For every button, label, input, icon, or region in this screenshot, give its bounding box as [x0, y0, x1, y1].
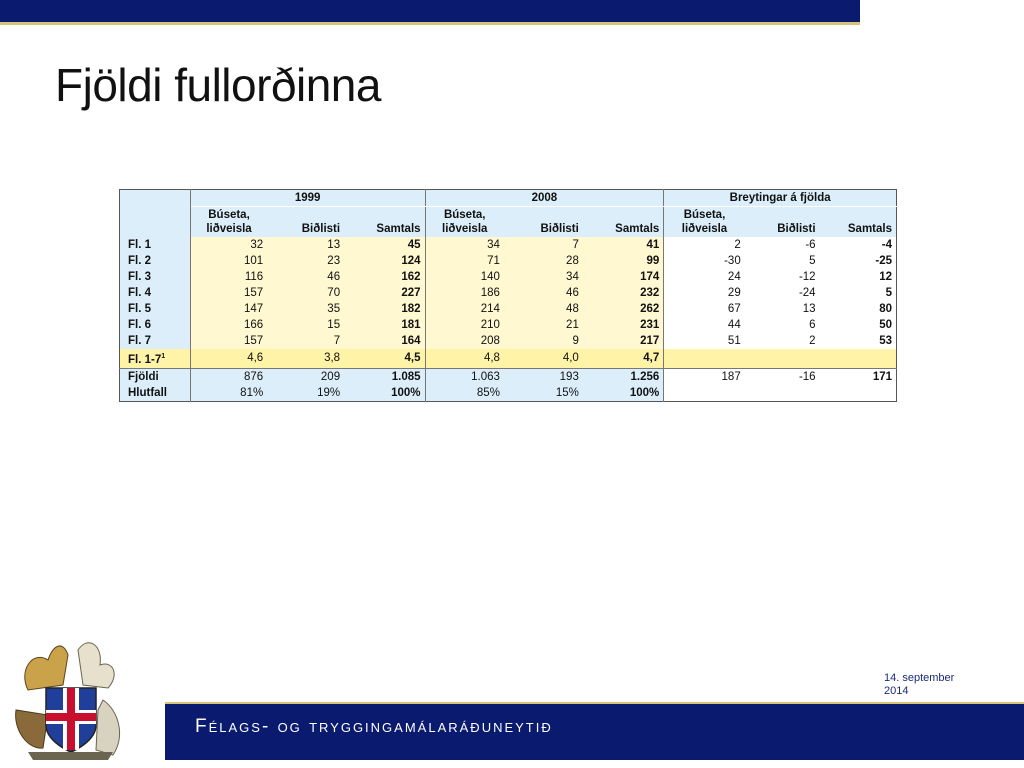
- table-cell: 81%: [190, 385, 267, 402]
- corner-cell: [120, 190, 191, 207]
- table-cell: 101: [190, 253, 267, 269]
- top-banner-bar: [0, 0, 860, 25]
- table-cell: 876: [190, 368, 267, 385]
- table-cell: 2: [664, 237, 745, 253]
- table-cell: 85%: [425, 385, 504, 402]
- average-row: [120, 349, 897, 368]
- table-cell: 15%: [504, 385, 583, 402]
- table-cell: 124: [344, 253, 425, 269]
- table-cell: 157: [190, 285, 267, 301]
- row-label: Fl. 2: [120, 253, 191, 269]
- table-cell: 182: [344, 301, 425, 317]
- table-cell: 51: [664, 333, 745, 349]
- table-cell: 1.256: [583, 368, 664, 385]
- table-cell: 157: [190, 333, 267, 349]
- table-cell: 99: [583, 253, 664, 269]
- row-label: Hlutfall: [120, 385, 191, 402]
- row-label: Fl. 4: [120, 285, 191, 301]
- table-cell: 7: [504, 237, 583, 253]
- table-row: [120, 253, 897, 269]
- table-cell: 227: [344, 285, 425, 301]
- table-cell: 67: [664, 301, 745, 317]
- group-header-1999: 1999: [190, 190, 425, 207]
- table-cell: 45: [344, 237, 425, 253]
- table-cell: 29: [664, 285, 745, 301]
- table-cell: 2: [745, 333, 820, 349]
- ministry-name: Félags- og tryggingamálaráðuneytið: [195, 716, 553, 737]
- table-cell: 70: [267, 285, 344, 301]
- table-cell: 1.063: [425, 368, 504, 385]
- table-cell: 171: [820, 368, 897, 385]
- table-row: [120, 301, 897, 317]
- table-cell: 48: [504, 301, 583, 317]
- table-cell: 71: [425, 253, 504, 269]
- table-cell: 7: [267, 333, 344, 349]
- table-cell: 4,7: [583, 349, 664, 368]
- table-cell: [664, 385, 745, 402]
- percentage-row: [120, 385, 897, 402]
- table-cell: 34: [425, 237, 504, 253]
- table-cell: [745, 385, 820, 402]
- table-cell: 262: [583, 301, 664, 317]
- row-label: Fl. $1-7^1$: [120, 349, 191, 368]
- table-cell: 100%: [344, 385, 425, 402]
- table-cell: 209: [267, 368, 344, 385]
- table-cell: 4,0: [504, 349, 583, 368]
- adult-count-table: [119, 189, 897, 402]
- row-label: Fjöldi: [120, 368, 191, 385]
- table-cell: 46: [504, 285, 583, 301]
- table-cell: 5: [820, 285, 897, 301]
- subheader-bidlisti: Biðlisti: [745, 207, 820, 238]
- table-cell: 34: [504, 269, 583, 285]
- table-cell: -4: [820, 237, 897, 253]
- table-cell: 41: [583, 237, 664, 253]
- table-cell: -30: [664, 253, 745, 269]
- footer-banner: [165, 702, 1024, 760]
- slide-title: Fjöldi fullorðinna: [55, 59, 381, 111]
- table-cell: [745, 349, 820, 368]
- table-cell: 9: [504, 333, 583, 349]
- subheader-samtals: Samtals: [583, 207, 664, 238]
- table-row: [120, 317, 897, 333]
- table-cell: 164: [344, 333, 425, 349]
- table-cell: 140: [425, 269, 504, 285]
- table-cell: 13: [267, 237, 344, 253]
- subheader-bidlisti: Biðlisti: [267, 207, 344, 238]
- table-cell: 214: [425, 301, 504, 317]
- table-row: [120, 333, 897, 349]
- table-cell: 24: [664, 269, 745, 285]
- table-cell: 1.085: [344, 368, 425, 385]
- table-cell: 12: [820, 269, 897, 285]
- table-cell: 5: [745, 253, 820, 269]
- table-cell: 208: [425, 333, 504, 349]
- table-body: [120, 237, 897, 401]
- table-cell: 166: [190, 317, 267, 333]
- table-cell: 187: [664, 368, 745, 385]
- table-cell: -24: [745, 285, 820, 301]
- table-cell: 210: [425, 317, 504, 333]
- table-cell: 80: [820, 301, 897, 317]
- table-cell: 193: [504, 368, 583, 385]
- table-cell: 3,8: [267, 349, 344, 368]
- table-cell: 4,8: [425, 349, 504, 368]
- row-label: Fl. 7: [120, 333, 191, 349]
- table-cell: 232: [583, 285, 664, 301]
- table-cell: 19%: [267, 385, 344, 402]
- table-cell: -12: [745, 269, 820, 285]
- table-cell: [820, 385, 897, 402]
- table-cell: 116: [190, 269, 267, 285]
- table-cell: 23: [267, 253, 344, 269]
- row-label: Fl. 1: [120, 237, 191, 253]
- subheader-samtals: Samtals: [344, 207, 425, 238]
- table-cell: 35: [267, 301, 344, 317]
- subheader-buseta: Búseta, liðveisla: [190, 207, 267, 238]
- subheader-samtals: Samtals: [820, 207, 897, 238]
- table-cell: 15: [267, 317, 344, 333]
- group-header-2008: 2008: [425, 190, 664, 207]
- row-label: Fl. 6: [120, 317, 191, 333]
- table-cell: 4,6: [190, 349, 267, 368]
- coat-of-arms-logo: [8, 630, 130, 762]
- table-cell: 50: [820, 317, 897, 333]
- row-label: Fl. 3: [120, 269, 191, 285]
- table-cell: [664, 349, 745, 368]
- table-cell: 32: [190, 237, 267, 253]
- slide-date: 14. september 2014: [884, 672, 955, 697]
- table-cell: 186: [425, 285, 504, 301]
- table-cell: [820, 349, 897, 368]
- row-label: Fl. 5: [120, 301, 191, 317]
- table-cell: 147: [190, 301, 267, 317]
- table-cell: 162: [344, 269, 425, 285]
- table-cell: 6: [745, 317, 820, 333]
- table-cell: 46: [267, 269, 344, 285]
- data-table-wrapper: [119, 189, 897, 402]
- table-cell: 217: [583, 333, 664, 349]
- table-cell: 174: [583, 269, 664, 285]
- table-cell: 100%: [583, 385, 664, 402]
- table-cell: -16: [745, 368, 820, 385]
- subheader-row: [120, 207, 897, 238]
- table-cell: -6: [745, 237, 820, 253]
- table-cell: 28: [504, 253, 583, 269]
- table-row: [120, 269, 897, 285]
- table-cell: 21: [504, 317, 583, 333]
- group-header-changes: Breytingar á fjölda: [664, 190, 897, 207]
- table-cell: 4,5: [344, 349, 425, 368]
- total-row: [120, 368, 897, 385]
- table-row: [120, 237, 897, 253]
- subheader-buseta: Búseta, liðveisla: [425, 207, 504, 238]
- table-cell: 53: [820, 333, 897, 349]
- subheader-bidlisti: Biðlisti: [504, 207, 583, 238]
- table-cell: 231: [583, 317, 664, 333]
- group-header-row: [120, 190, 897, 207]
- table-cell: 44: [664, 317, 745, 333]
- table-cell: -25: [820, 253, 897, 269]
- table-cell: 13: [745, 301, 820, 317]
- subheader-buseta: Búseta, liðveisla: [664, 207, 745, 238]
- table-row: [120, 285, 897, 301]
- table-cell: 181: [344, 317, 425, 333]
